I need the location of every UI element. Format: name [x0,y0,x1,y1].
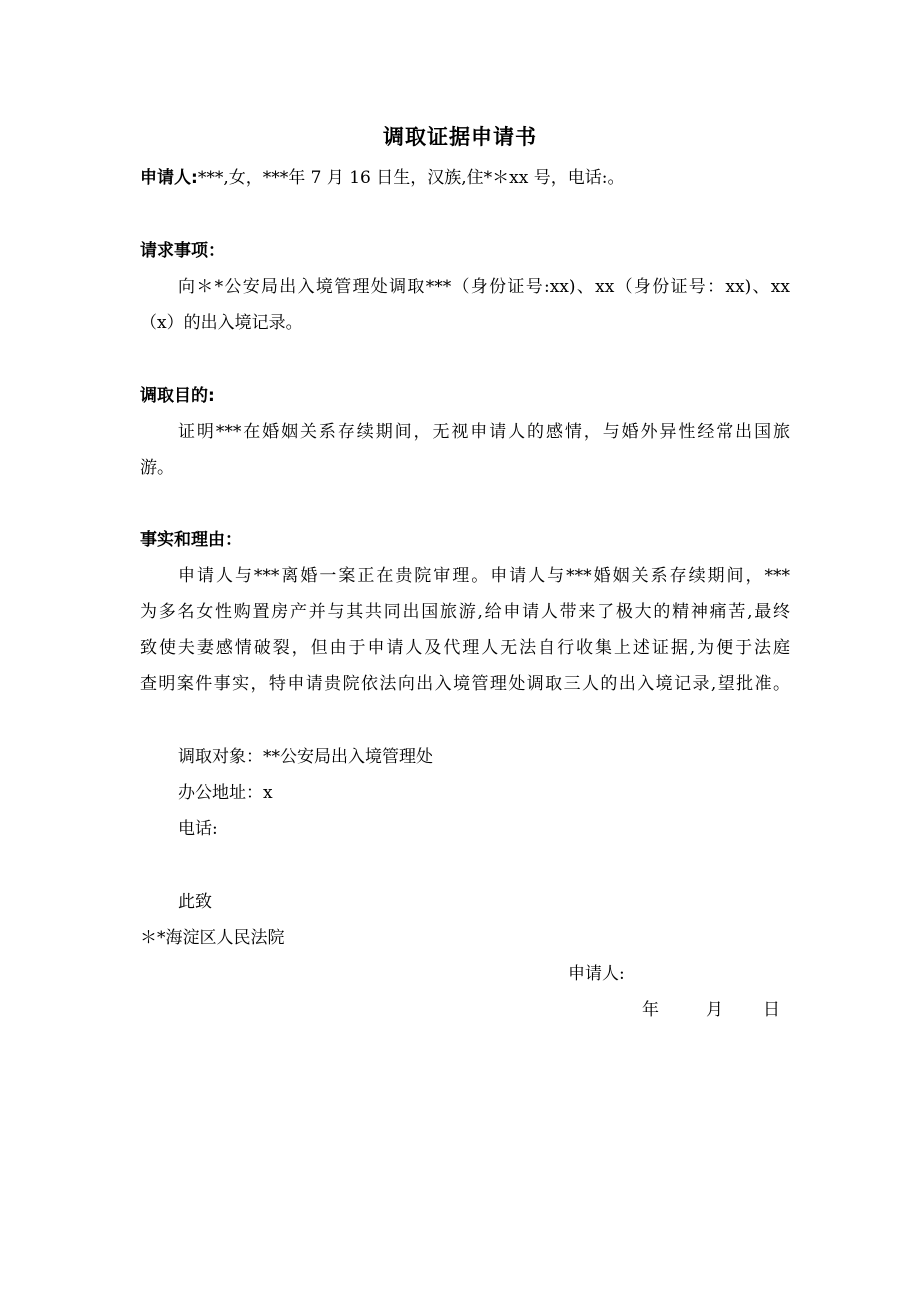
date-month: 月 [706,1000,723,1020]
address-line: 办公地址：x [178,783,273,803]
requests-heading: 请求事项： [140,241,225,261]
court-line: ＊*海淀区人民法院 [140,928,285,948]
requests-line-1: 向＊*公安局出入境管理处调取***（身份证号:xx)、xx（身份证号：xx)、xx [178,277,790,297]
requests-line-2: （x）的出入境记录。 [140,313,303,333]
applicant-line [140,166,790,190]
applicant-text: ***,女，***年 7 月 16 日生，汉族,住*＊xx 号，电话:。 [197,168,625,188]
purpose-heading: 调取目的: [140,386,215,406]
facts-line-4: 查明案件事实，特申请贵院依法向出入境管理处调取三人的出入境记录,望批准。 [140,674,790,694]
facts-line-1: 申请人与***离婚一案正在贵院审理。申请人与***婚姻关系存续期间，*** [178,566,790,586]
facts-line-2: 为多名女性购置房产并与其共同出国旅游,给申请人带来了极大的精神痛苦,最终 [140,602,790,622]
facts-line-3: 致使夫妻感情破裂，但由于申请人及代理人无法自行收集上述证据,为便于法庭 [140,638,790,658]
purpose-line-2: 游。 [140,458,174,478]
purpose-line-1: 证明***在婚姻关系存续期间，无视申请人的感情，与婚外异性经常出国旅 [178,422,790,442]
target-line: 调取对象：**公安局出入境管理处 [178,747,433,767]
date-day: 日 [763,1000,780,1020]
facts-heading: 事实和理由： [140,530,242,550]
document-title: 调取证据申请书 [383,125,537,149]
phone-line: 电话: [178,819,218,839]
closing-line: 此致 [178,892,212,912]
applicant-label: 申请人: [140,168,198,188]
date-year: 年 [642,1000,659,1020]
signature-label: 申请人: [568,964,625,984]
